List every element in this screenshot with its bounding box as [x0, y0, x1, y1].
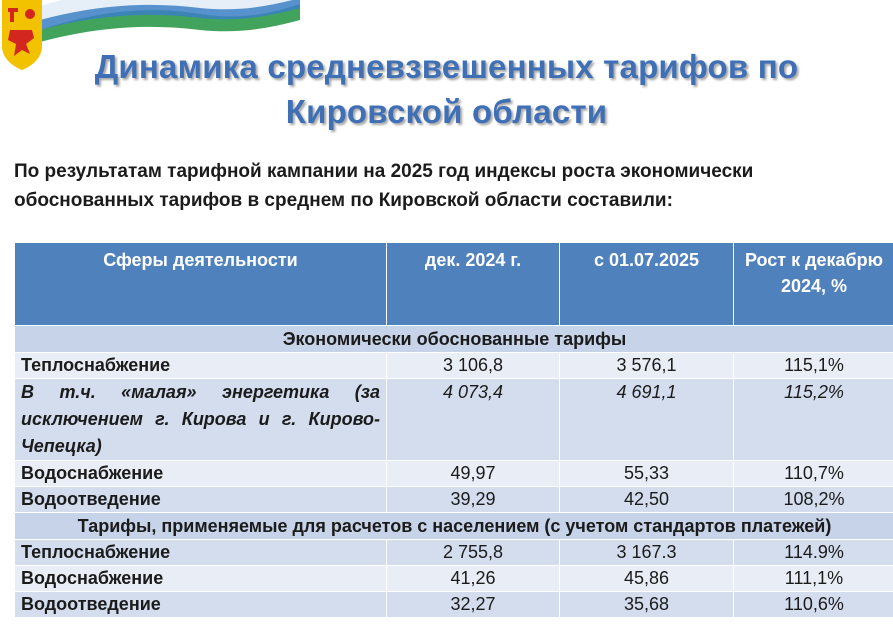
intro-paragraph: [14, 157, 893, 215]
row-label: В т.ч. «малая» энергетика (за исключением г. Кирова и г. Кирово-Чепецка): [15, 379, 387, 461]
value-jul-2025: 3 576,1: [560, 353, 734, 379]
row-label: Водоснабжение: [15, 566, 387, 592]
value-jul-2025: 3 167.3: [560, 540, 734, 566]
page-title-line-1: Динамика средневзвешенных тарифов по: [94, 48, 799, 85]
value-dec-2024: 3 106,8: [387, 353, 560, 379]
table-header-row: [15, 243, 893, 326]
value-jul-2025: 4 691,1: [560, 379, 734, 461]
value-growth: 114.9%: [734, 540, 893, 566]
section-title-economic: Экономически обоснованные тарифы: [15, 326, 893, 353]
value-growth: 111,1%: [734, 566, 893, 592]
column-header-jul-2025: с 01.07.2025: [560, 243, 734, 326]
row-label: Водоотведение: [15, 487, 387, 513]
value-jul-2025: 55,33: [560, 461, 734, 487]
table-row: [15, 379, 893, 461]
intro-line-2: обоснованных тарифов в среднем по Кировской области составили:: [14, 190, 673, 211]
value-dec-2024: 4 073,4: [387, 379, 560, 461]
table-row: [15, 592, 893, 618]
page-title-line-2: Кировской области: [285, 93, 608, 130]
row-label: Теплоснабжение: [15, 353, 387, 379]
table-row: [15, 566, 893, 592]
page-title: [0, 44, 893, 134]
value-jul-2025: 42,50: [560, 487, 734, 513]
value-jul-2025: 45,86: [560, 566, 734, 592]
row-label: Водоотведение: [15, 592, 387, 618]
column-header-activity: Сферы деятельности: [15, 243, 387, 326]
value-dec-2024: 39,29: [387, 487, 560, 513]
intro-line-1: По результатам тарифной кампании на 2025 год индексы роста экономически: [14, 161, 754, 182]
section-header-row: [15, 326, 893, 353]
value-growth: 115,2%: [734, 379, 893, 461]
row-label: Теплоснабжение: [15, 540, 387, 566]
value-dec-2024: 49,97: [387, 461, 560, 487]
table-row: [15, 540, 893, 566]
section-title-population: Тарифы, применяемые для расчетов с населением (с учетом стандартов платежей): [15, 513, 893, 540]
flag-ribbon: [40, 0, 300, 48]
section-header-row: [15, 513, 893, 540]
column-header-growth: Рост к декабрю 2024, %: [734, 243, 893, 326]
value-growth: 110,7%: [734, 461, 893, 487]
table-row: [15, 353, 893, 379]
value-dec-2024: 41,26: [387, 566, 560, 592]
value-jul-2025: 35,68: [560, 592, 734, 618]
value-dec-2024: 32,27: [387, 592, 560, 618]
value-dec-2024: 2 755,8: [387, 540, 560, 566]
table-row: [15, 487, 893, 513]
table-row: [15, 461, 893, 487]
row-label: Водоснабжение: [15, 461, 387, 487]
value-growth: 108,2%: [734, 487, 893, 513]
tariffs-table: [14, 242, 893, 618]
value-growth: 110,6%: [734, 592, 893, 618]
value-growth: 115,1%: [734, 353, 893, 379]
column-header-dec-2024: дек. 2024 г.: [387, 243, 560, 326]
